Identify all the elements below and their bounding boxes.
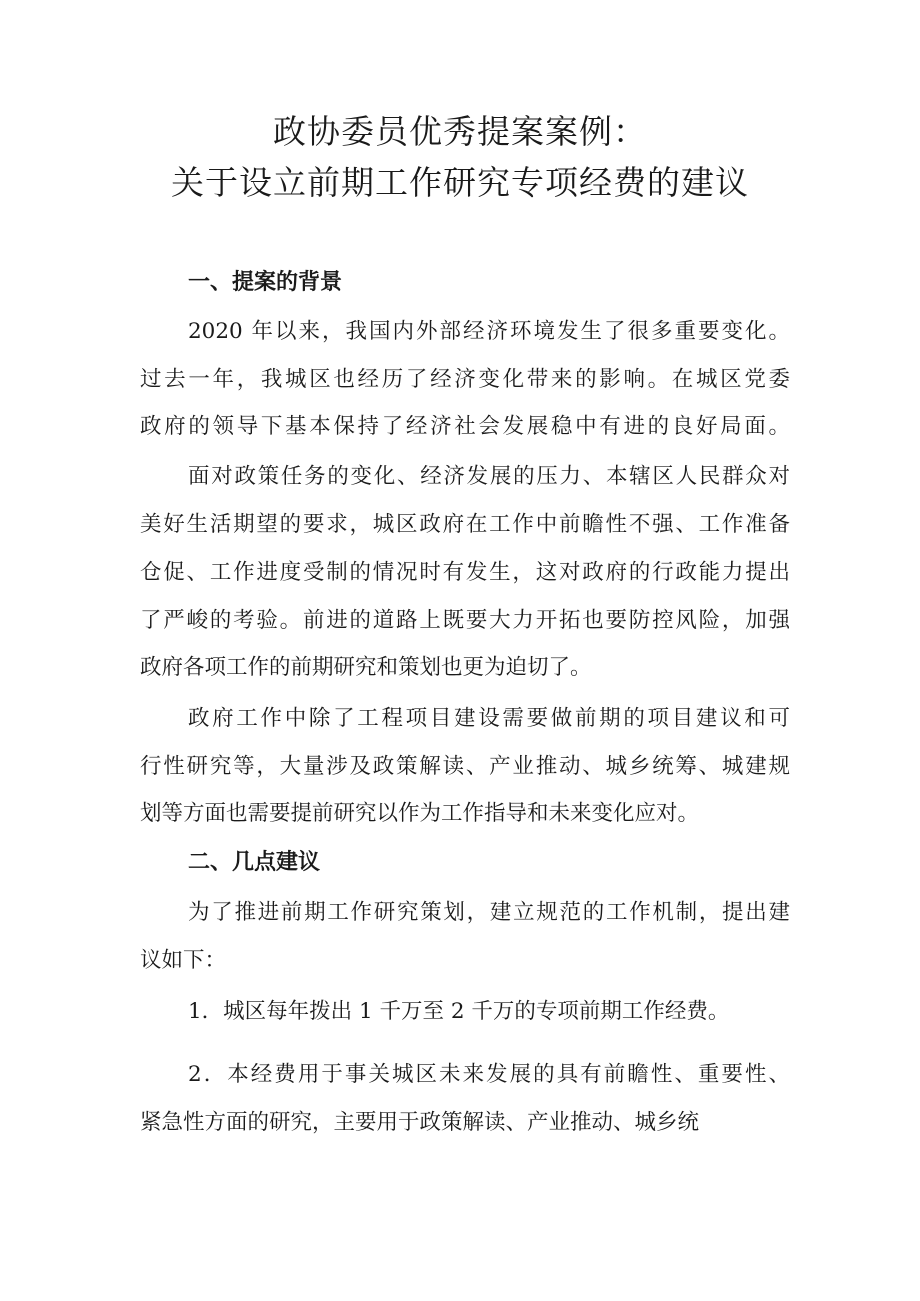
paragraph-line: 面对政策任务的变化、经济发展的压力、本辖区人民群众对 <box>188 464 790 489</box>
paragraph-line: 仓促、工作进度受制的情况时有发生，这对政府的行政能力提出 <box>140 560 790 585</box>
document-title-line-1: 政协委员优秀提案案例： <box>273 112 647 151</box>
paragraph-line: 2020 年以来，我国内外部经济环境发生了很多重要变化。 <box>188 319 790 344</box>
document-title-line-2: 关于设立前期工作研究专项经费的建议 <box>171 163 749 202</box>
section-heading-suggestions: 二、几点建议 <box>188 850 321 875</box>
paragraph-line: 政府的领导下基本保持了经济社会发展稳中有进的良好局面。 <box>140 414 790 439</box>
paragraph-line: 政府各项工作的前期研究和策划也更为迫切了。 <box>140 655 592 680</box>
paragraph-line: 紧急性方面的研究，主要用于政策解读、产业推动、城乡统 <box>140 1110 700 1135</box>
paragraph-line: 了严峻的考验。前进的道路上既要大力开拓也要防控风险，加强 <box>140 608 790 633</box>
paragraph-line: 议如下： <box>140 948 227 973</box>
section-heading-background: 一、提案的背景 <box>188 270 343 295</box>
paragraph-line: 美好生活期望的要求，城区政府在工作中前瞻性不强、工作准备 <box>140 512 790 537</box>
paragraph-line: 划等方面也需要提前研究以作为工作指导和未来变化应对。 <box>140 801 700 826</box>
paragraph-line: 政府工作中除了工程项目建设需要做前期的项目建议和可 <box>188 706 790 731</box>
list-item-1: 1．城区每年拨出 1 千万至 2 千万的专项前期工作经费。 <box>188 999 730 1024</box>
paragraph-line: 过去一年，我城区也经历了经济变化带来的影响。在城区党委 <box>140 367 790 392</box>
paragraph-line: 行性研究等，大量涉及政策解读、产业推动、城乡统筹、城建规 <box>140 754 790 779</box>
list-item-2: 2．本经费用于事关城区未来发展的具有前瞻性、重要性、 <box>188 1062 790 1087</box>
paragraph-line: 为了推进前期工作研究策划，建立规范的工作机制，提出建 <box>188 900 790 925</box>
